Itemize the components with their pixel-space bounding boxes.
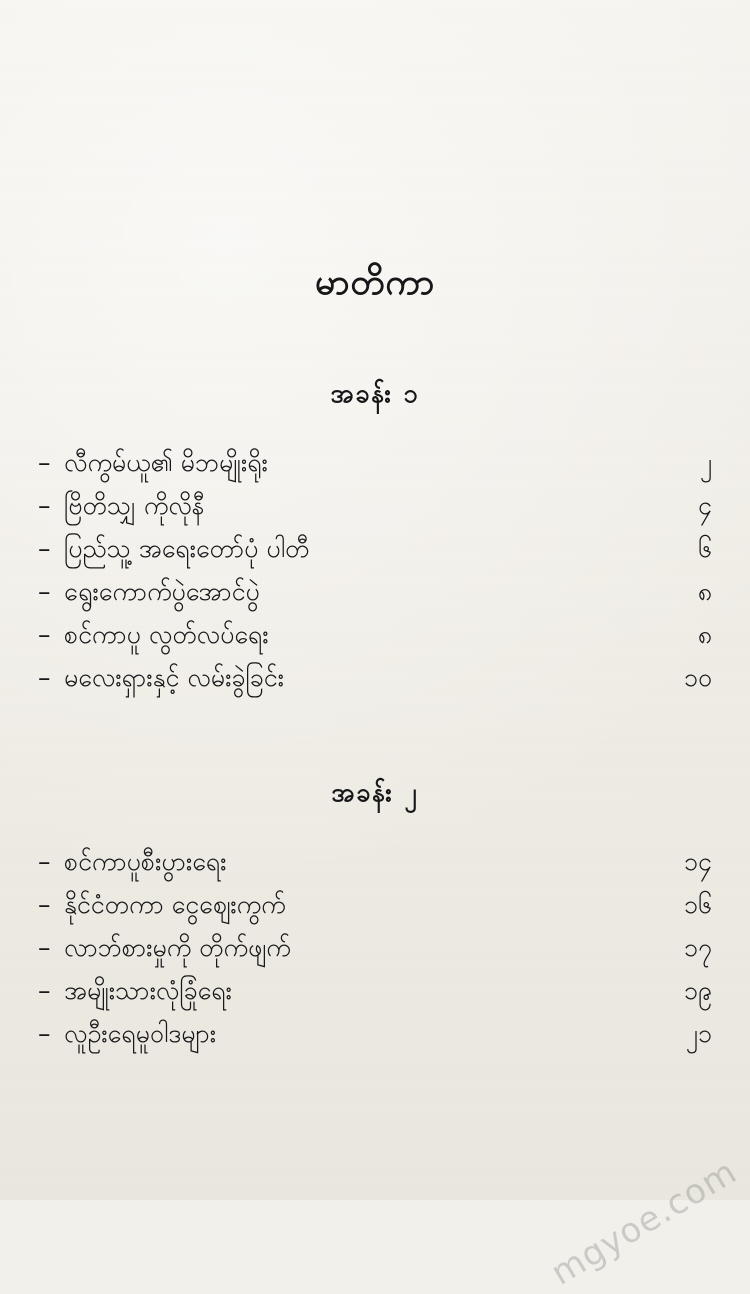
toc-entry-title: လီကွမ်ယူ၏ မိဘမျိုးရိုး xyxy=(64,448,268,477)
list-item[interactable] xyxy=(38,1012,712,1055)
toc-entry-page: ၁၉ xyxy=(683,976,712,1005)
list-item[interactable] xyxy=(38,441,712,484)
bullet-dash: – xyxy=(38,933,51,962)
bullet-dash: – xyxy=(38,534,51,563)
toc-entry-page: ၆ xyxy=(697,534,712,563)
watermark: mgyoe.com xyxy=(544,1151,744,1294)
list-item[interactable] xyxy=(38,656,712,699)
toc-entry-page: ၈ xyxy=(697,620,712,649)
toc-entry-title: လာဘ်စားမှုကို တိုက်ဖျက် xyxy=(64,933,291,962)
toc-list xyxy=(38,840,712,1055)
toc-entry-title: လူဦးရေမူဝါဒများ xyxy=(64,1019,217,1048)
bullet-dash: – xyxy=(38,976,51,1005)
page-title: မာတိကာ xyxy=(314,263,436,303)
list-item[interactable] xyxy=(38,527,712,570)
bullet-dash: – xyxy=(38,620,51,649)
toc-entry-title: စင်ကာပူ လွတ်လပ်ရေး xyxy=(64,620,269,649)
bullet-dash: – xyxy=(38,491,51,520)
toc-entry-title: စင်ကာပူစီးပွားရေး xyxy=(64,847,227,876)
section-heading: အခန်း ၁ xyxy=(330,379,420,408)
toc-entry-title: ရွေးကောက်ပွဲအောင်ပွဲ xyxy=(64,577,260,606)
toc-section-2 xyxy=(38,777,712,1055)
toc-entry-page: ၁၆ xyxy=(683,890,712,919)
toc-entry-title: ပြည်သူ့ အရေးတော်ပုံ ပါတီ xyxy=(64,534,310,563)
bullet-dash: – xyxy=(38,663,51,692)
section-heading: အခန်း ၂ xyxy=(331,778,419,807)
bullet-dash: – xyxy=(38,847,51,876)
bullet-dash: – xyxy=(38,577,51,606)
list-item[interactable] xyxy=(38,484,712,527)
toc-entry-page: ၁၀ xyxy=(683,663,712,692)
toc-entry-page: ၁၇ xyxy=(683,933,712,962)
bullet-dash: – xyxy=(38,1019,51,1048)
bullet-dash: – xyxy=(38,890,51,919)
toc-entry-page: ၂၁ xyxy=(685,1019,712,1048)
list-item[interactable] xyxy=(38,840,712,883)
toc-entry-title: မလေးရှားနှင့် လမ်းခွဲခြင်း xyxy=(64,663,284,692)
toc-entry-page: ၈ xyxy=(697,577,712,606)
list-item[interactable] xyxy=(38,570,712,613)
list-item[interactable] xyxy=(38,883,712,926)
page-content xyxy=(0,262,750,1055)
toc-entry-page: ၂ xyxy=(699,448,712,477)
toc-entry-page: ၁၄ xyxy=(683,847,712,876)
toc-entry-title: နိုင်ငံတကာ ငွေဈေးကွက် xyxy=(64,890,286,919)
list-item[interactable] xyxy=(38,613,712,656)
toc-list xyxy=(38,441,712,699)
bullet-dash: – xyxy=(38,448,51,477)
toc-entry-title: အမျိုးသားလုံခြုံရေး xyxy=(64,976,232,1005)
toc-entry-title: ဗြိတိသျှ ကိုလိုနီ xyxy=(64,491,205,520)
list-item[interactable] xyxy=(38,969,712,1012)
toc-section-1 xyxy=(38,378,712,699)
list-item[interactable] xyxy=(38,926,712,969)
toc-entry-page: ၄ xyxy=(697,491,712,520)
